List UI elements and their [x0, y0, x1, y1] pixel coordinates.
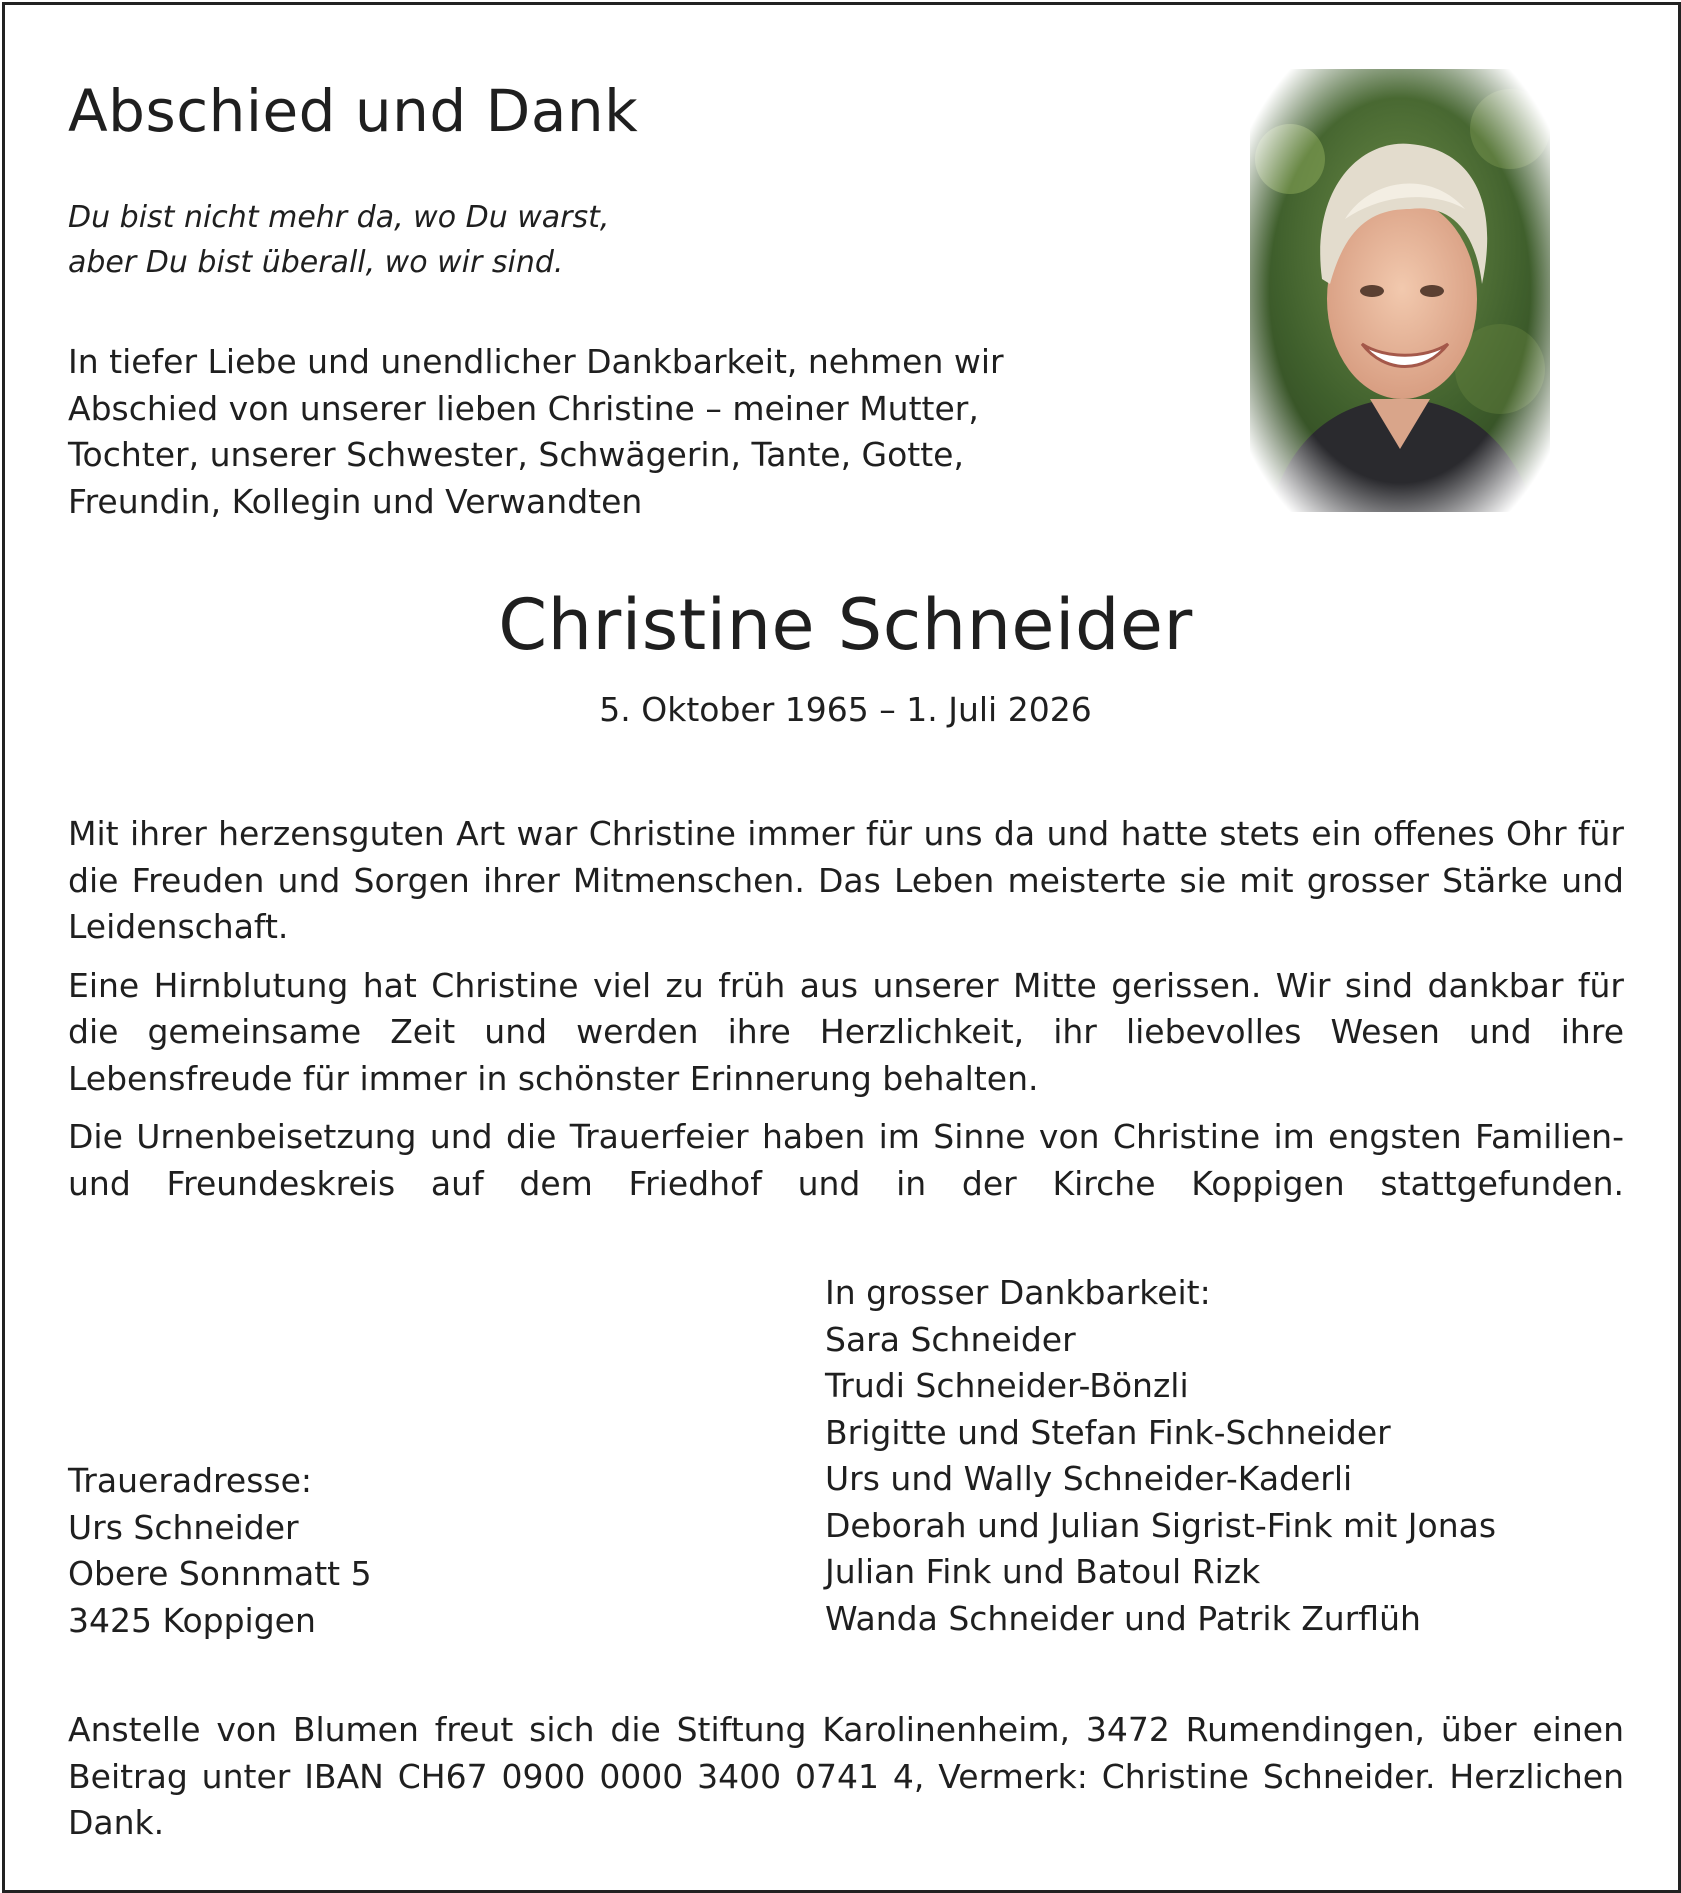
body-paragraph: Die Urnenbeisetzung und die Trauerfeier haben im Sinne von Christine im engsten Familien- und Freundeskreis auf dem Friedhof und in der Kirche Koppigen stattgefunden.	[68, 1117, 1624, 1203]
intro-line: Abschied von unserer lieben Christine – meiner Mutter,	[68, 388, 979, 428]
thanks-list	[825, 1270, 1496, 1642]
intro-line: Tochter, unserer Schwester, Schwägerin, Tante, Gotte,	[68, 435, 964, 474]
intro-text	[68, 339, 1068, 525]
body-text	[68, 811, 1624, 1219]
deceased-name: Christine Schneider	[498, 584, 1193, 666]
obituary-frame	[2, 2, 1681, 1893]
mourner-name: Urs und Wally Schneider-Kaderli	[825, 1459, 1353, 1498]
mourner-name: Brigitte und Stefan Fink-Schneider	[825, 1412, 1391, 1452]
mourner-name: Deborah und Julian Sigrist-Fink mit Jonas	[825, 1505, 1497, 1545]
mourner-name: Sara Schneider	[825, 1319, 1076, 1359]
address-name: Urs Schneider	[68, 1507, 299, 1547]
address-street: Obere Sonnmatt 5	[68, 1554, 372, 1593]
address-label: Traueradresse:	[68, 1461, 313, 1500]
headline: Abschied und Dank	[68, 77, 639, 145]
verse	[68, 195, 609, 285]
body-paragraph: Eine Hirnblutung hat Christine viel zu früh aus unserer Mitte gerissen. Wir sind dankbar für die gemeinsame Zeit und werden ihre Herzlichkeit, ihr liebevolles Wesen und ihre Lebensfreude für immer in schönster Erinnerung behalten.	[68, 965, 1624, 1098]
verse-line: Du bist nicht mehr da, wo Du warst,	[68, 200, 610, 235]
intro-line: Freundin, Kollegin und Verwandten	[68, 481, 643, 521]
mourner-name: Trudi Schneider-Bönzli	[825, 1366, 1189, 1405]
thanks-heading: In grosser Dankbarkeit:	[825, 1273, 1211, 1312]
mourner-name: Julian Fink und Batoul Rizk	[825, 1552, 1261, 1591]
mourner-name: Wanda Schneider und Patrik Zurflüh	[825, 1598, 1421, 1638]
intro-line: In tiefer Liebe und unendlicher Dankbarkeit, nehmen wir	[68, 342, 1004, 381]
portrait-photo	[1250, 69, 1550, 512]
verse-line: aber Du bist überall, wo wir sind.	[68, 245, 564, 280]
address-city: 3425 Koppigen	[68, 1600, 316, 1640]
mourning-address	[68, 1458, 372, 1644]
donation-note: Anstelle von Blumen freut sich die Stiftung Karolinenheim, 3472 Rumendingen, über einen Beitrag unter IBAN CH67 0900 0000 3400 0741 4, Vermerk: Christine Schneider. Herzlichen Dank.	[68, 1710, 1624, 1842]
life-dates: 5. Oktober 1965 – 1. Juli 2026	[599, 690, 1092, 729]
body-paragraph: Mit ihrer herzensguten Art war Christine immer für uns da und hatte stets ein offenes Ohr für die Freuden und Sorgen ihrer Mitmenschen. Das Leben meisterte sie mit grosser Stärke und Leidenschaft.	[68, 814, 1624, 946]
